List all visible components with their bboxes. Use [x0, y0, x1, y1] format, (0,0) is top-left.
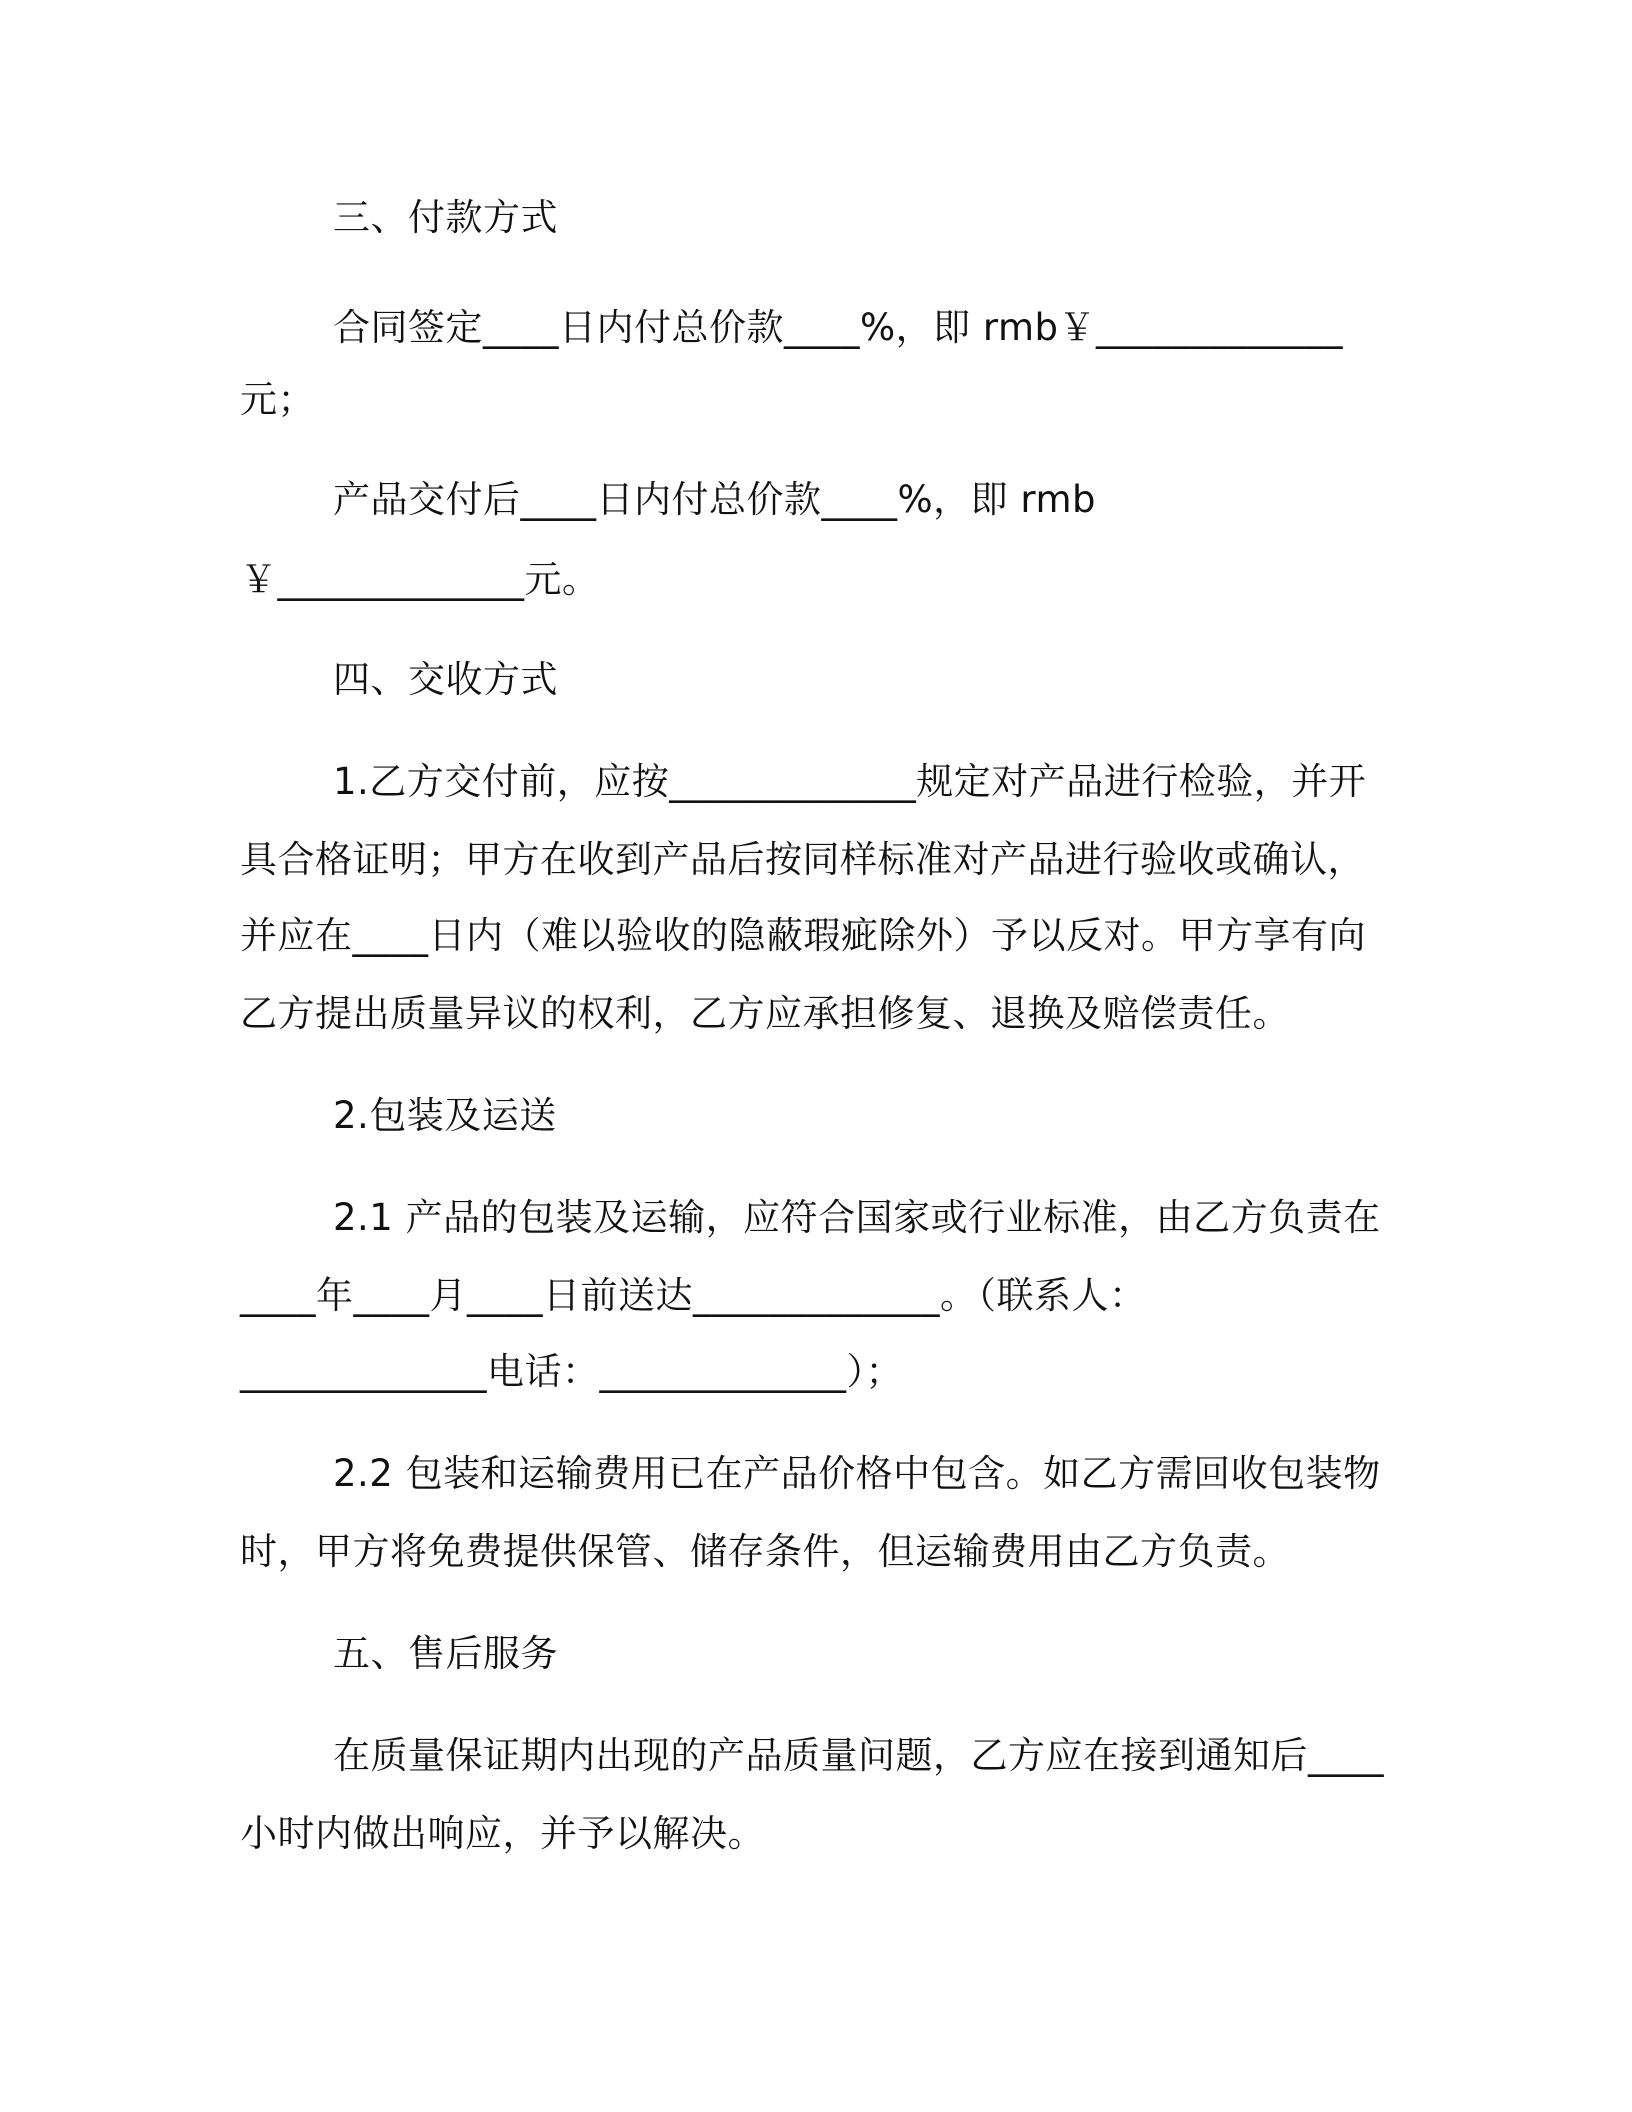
section-heading-delivery: 四、交收方式 [333, 658, 558, 701]
paragraph-line: 2.1 产品的包装及运输，应符合国家或行业标准，由乙方负责在 [333, 1196, 1381, 1239]
paragraph-line: ￥_____________元。 [240, 558, 600, 601]
paragraph-line: 时，甲方将免费提供保管、储存条件，但运输费用由乙方负责。 [240, 1530, 1290, 1573]
paragraph-line: ____年____月____日前送达_____________。（联系人： [240, 1274, 1147, 1317]
paragraph-line: 合同签定____日内付总价款____%，即 rmb￥_____________ [333, 306, 1344, 349]
paragraph-line: 元； [240, 378, 315, 421]
section-heading-after-sales: 五、售后服务 [333, 1632, 558, 1675]
paragraph-line: 产品交付后____日内付总价款____%，即 rmb [333, 478, 1097, 521]
paragraph-line: 2.2 包装和运输费用已在产品价格中包含。如乙方需回收包装物 [333, 1452, 1381, 1495]
paragraph-line: 具合格证明；甲方在收到产品后按同样标准对产品进行验收或确认， [240, 838, 1365, 881]
paragraph-line: 小时内做出响应，并予以解决。 [240, 1812, 765, 1855]
paragraph-line: 并应在____日内（难以验收的隐蔽瑕疵除外）予以反对。甲方享有向 [240, 914, 1366, 957]
subsection-heading-packaging: 2.包装及运送 [333, 1094, 557, 1137]
paragraph-line: 乙方提出质量异议的权利，乙方应承担修复、退换及赔偿责任。 [240, 992, 1290, 1035]
paragraph-line: _____________电话：_____________）； [240, 1350, 903, 1393]
section-heading-payment: 三、付款方式 [333, 196, 558, 239]
paragraph-line: 1.乙方交付前，应按_____________规定对产品进行检验，并开 [333, 760, 1367, 803]
paragraph-line: 在质量保证期内出现的产品质量问题，乙方应在接到通知后____ [333, 1734, 1384, 1777]
